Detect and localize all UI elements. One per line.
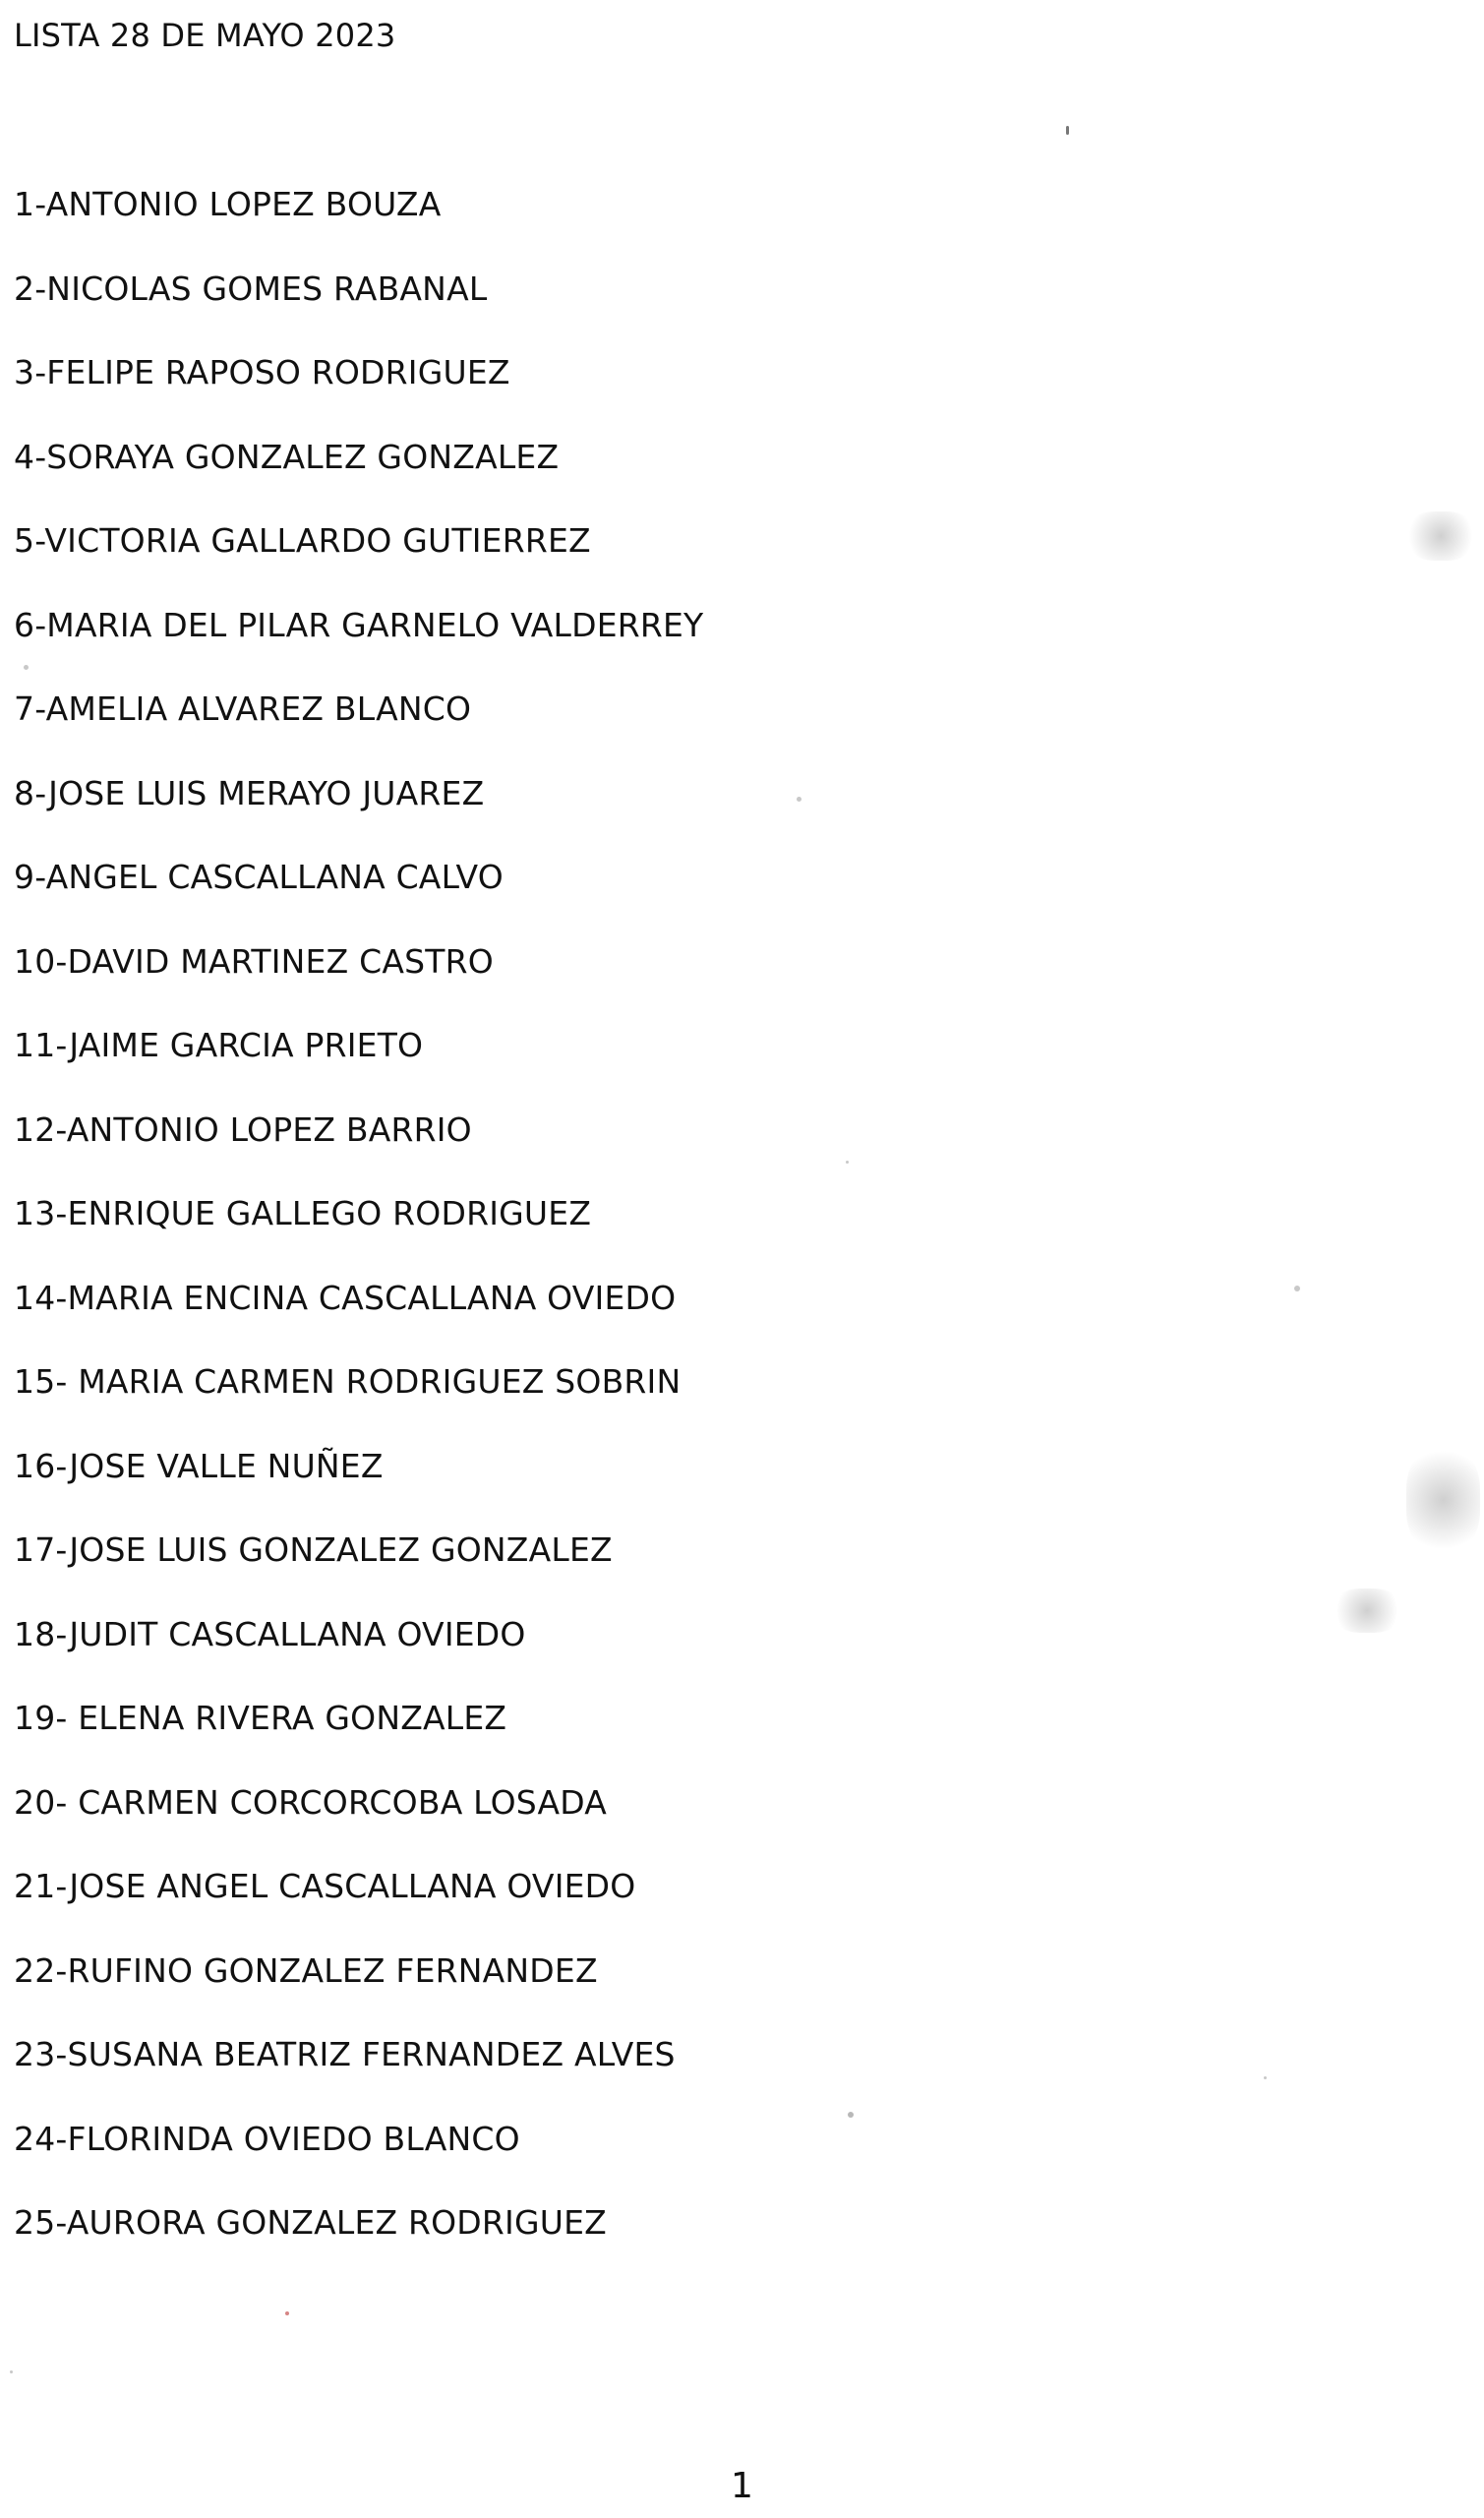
list-item: 1-ANTONIO LOPEZ BOUZA	[14, 185, 442, 223]
list-item: 23-SUSANA BEATRIZ FERNANDEZ ALVES	[14, 2035, 676, 2073]
list-item: 6-MARIA DEL PILAR GARNELO VALDERREY	[14, 605, 704, 644]
scan-speck	[1294, 1286, 1300, 1291]
scan-speck	[1066, 126, 1069, 135]
list-item: 5-VICTORIA GALLARDO GUTIERREZ	[14, 521, 591, 560]
list-item: 11-JAIME GARCIA PRIETO	[14, 1026, 424, 1064]
list-item: 3-FELIPE RAPOSO RODRIGUEZ	[14, 353, 510, 391]
list-item: 18-JUDIT CASCALLANA OVIEDO	[14, 1614, 526, 1653]
scan-smudge	[1406, 511, 1475, 561]
list-item: 2-NICOLAS GOMES RABANAL	[14, 269, 488, 308]
list-item: 8-JOSE LUIS MERAYO JUAREZ	[14, 773, 485, 812]
scan-speck	[1264, 2076, 1267, 2079]
list-item: 21-JOSE ANGEL CASCALLANA OVIEDO	[14, 1867, 636, 1905]
list-item: 15- MARIA CARMEN RODRIGUEZ SOBRIN	[14, 1362, 682, 1401]
scan-speck	[797, 797, 801, 802]
scan-smudge	[1406, 1446, 1480, 1554]
list-item: 12-ANTONIO LOPEZ BARRIO	[14, 1109, 472, 1149]
scan-smudge	[1333, 1589, 1401, 1633]
name-list	[14, 185, 703, 2288]
list-item: 14-MARIA ENCINA CASCALLANA OVIEDO	[14, 1278, 677, 1317]
list-item: 19- ELENA RIVERA GONZALEZ	[14, 1699, 507, 1737]
page-title: LISTA 28 DE MAYO 2023	[14, 17, 396, 54]
list-item: 20- CARMEN CORCORCOBA LOSADA	[14, 1782, 608, 1822]
list-item: 25-AURORA GONZALEZ RODRIGUEZ	[14, 2203, 607, 2242]
scan-speck	[24, 665, 29, 670]
list-item: 24-FLORINDA OVIEDO BLANCO	[14, 2119, 520, 2158]
scan-speck	[10, 2370, 13, 2373]
scan-speck	[285, 2311, 289, 2315]
list-item: 9-ANGEL CASCALLANA CALVO	[14, 858, 504, 896]
page-number: 1	[731, 2466, 753, 2506]
scan-speck	[848, 2112, 854, 2118]
list-item: 7-AMELIA ALVAREZ BLANCO	[14, 689, 472, 728]
list-item: 10-DAVID MARTINEZ CASTRO	[14, 941, 494, 981]
scan-speck	[846, 1161, 849, 1164]
list-item: 22-RUFINO GONZALEZ FERNANDEZ	[14, 1950, 598, 1990]
list-item: 16-JOSE VALLE NUÑEZ	[14, 1446, 384, 1485]
list-item: 13-ENRIQUE GALLEGO RODRIGUEZ	[14, 1194, 592, 1232]
list-item: 4-SORAYA GONZALEZ GONZALEZ	[14, 437, 560, 476]
list-item: 17-JOSE LUIS GONZALEZ GONZALEZ	[14, 1530, 613, 1569]
